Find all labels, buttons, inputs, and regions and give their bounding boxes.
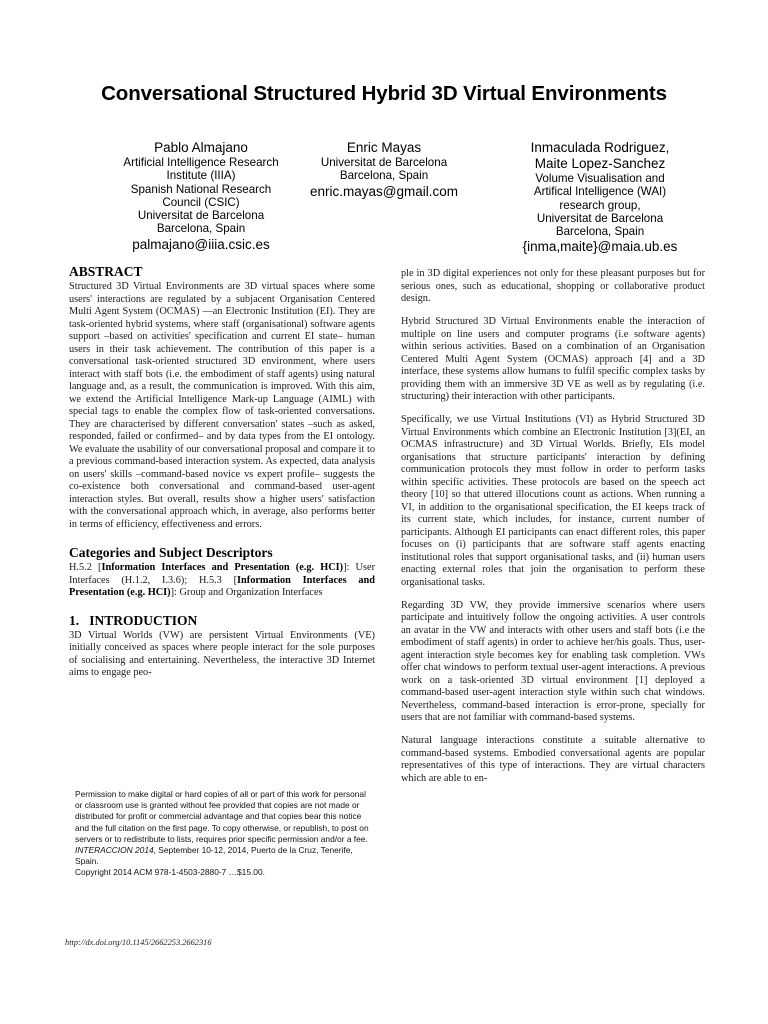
author-block-rodriguez-lopez — [470, 140, 730, 255]
author-name: Inmaculada Rodriguez, — [530, 140, 670, 155]
author-block-almajano — [88, 140, 314, 253]
author-affiliation-line: Barcelona, Spain — [555, 225, 645, 239]
conference-details: September 10-12, 2014, Puerto de la Cruz, Tenerife, Spain. — [75, 845, 353, 867]
author-affiliation-line: Barcelona, Spain — [156, 222, 246, 236]
body-paragraph: Natural language interactions constitute a suitable alternative to command-based systems. Embodied conversational agents are popular representatives of this type of interactions. They are virtual characters which are able to en- — [401, 735, 705, 784]
body-paragraph: Hybrid Structured 3D Virtual Environments enable the interaction of multiple on line users and computer programs (i.e software agents) within serious activities. Based on a combination of an Organisation Centered Multi Agent System (OCMAS) approach [4] and a 3D interface, these systems allow humans to fulfil specific complex tasks by providing them with an immersive 3D VE as well as by regulating (i.e. structuring) their interaction with other participants. — [401, 316, 705, 402]
author-affiliation-line: Volume Visualisation and — [535, 172, 665, 185]
author-affiliation-line: Institute (IIIA) — [166, 169, 236, 183]
introduction-text: 3D Virtual Worlds (VW) are persistent Virtual Environments (VE) initially conceived as spaces where people interact for the sole purposes of socialising and entertaining. Nevertheless, the interactive 3D Internet aims to engage peo- — [69, 629, 375, 678]
author-affiliation-line: Artifical Intelligence (WAI) — [533, 185, 667, 199]
author-email: enric.mayas@gmail.com — [310, 183, 458, 199]
author-affiliation-line: Spanish National Research — [130, 182, 272, 196]
author-name: Pablo Almajano — [154, 140, 248, 155]
category-bold-text: Information Interfaces and Presentation (e.g. HCI) — [69, 574, 375, 598]
author-affiliation-line: Universitat de Barcelona — [320, 156, 448, 169]
abstract-text: Structured 3D Virtual Environments are 3D virtual spaces where some users' interactions are regulated by a subjacent Organisation Centered Multi Agent System (OCMAS) —an Electronic Institution (EI). They are task-oriented hybrid systems, where staff (organisational) software agents support –based on activities' specification and current EI state– human users in their task achievement. The contribution of this paper is a conversational task-oriented structured 3D environment, where users interact with staff bots (i.e. the embodiment of staff agents) using natural language and, as a result, the communication is improved. With this aim, we extend the Artificial Intelligence Mark-up Language (AIML) with special tags to enable the complex flow of task-oriented conversations. They are characterised by different conversation' states –such as asked, responded, failed or confirmed– and by data types from the EI ontology. We evaluate the usability of our conversational proposal and compare it to a previous command-based interaction system. As expected, data analysis on users' skills –command-based novice vs expert profile– suggests the co-existence both conversational and command-based user-agent interaction styles. But overall, results show a higher users' satisfaction with the conversational approach which, in average, also performs better in terms of efficiency, effectiveness and errors. — [69, 281, 375, 530]
category-text: H.5.2 [ — [69, 562, 102, 573]
author-affiliation-line: Barcelona, Spain — [339, 169, 429, 183]
doi-link[interactable]: http://dx.doi.org/10.1145/2662253.2662316 — [65, 938, 212, 947]
permission-text: Permission to make digital or hard copies of all or part of this work for personal or classroom use is granted without fee provided that copies are not made or distributed for profit or commercial advantage and that copies bear this notice and the full citation on the first page. To copy otherwise, or republish, to post on servers or to redistribute to lists, requires prior specific permission and/or a fee. — [75, 789, 369, 844]
author-email: {inma,maite}@maia.ub.es — [522, 239, 678, 255]
left-column — [69, 264, 375, 690]
author-affiliation-line: Council (CSIC) — [162, 195, 240, 209]
author-affiliation-line: Universitat de Barcelona — [536, 211, 664, 225]
categories-heading: Categories and Subject Descriptors — [69, 545, 273, 560]
body-paragraph: Specifically, we use Virtual Institutions (VI) as Hybrid Structured 3D Virtual Environments which combine an Electronic Institution [3](EI, an OCMAS infrastructure) and 3D Virtual Worlds. Briefly, EIs model organisations that structure participants' interaction by defining communication protocols they must follow in order to perform tasks within specific activities. These protocols are based on the speech act theory [10] so that uttered illocutions count as actions. When running a VI, in addition to the organisational specification, the EI keeps track of its current state, which includes, for instance, current number of participants. Although EI participants can enact different roles, this paper focuses on (i) participants that are software staff agents enacting institutional roles that support organisational tasks, and (ii) human users enacting external roles that join the organisation to perform these organisational tasks. — [401, 414, 705, 588]
author-affiliation-line: research group, — [559, 198, 641, 212]
category-text: ]: Group and Organization Interfaces — [170, 587, 323, 598]
category-bold-text: Information Interfaces and Presentation (e.g. HCI) — [101, 562, 344, 573]
author-block-mayas — [282, 140, 486, 200]
categories-text — [69, 562, 375, 600]
body-paragraph: ple in 3D digital experiences not only for these pleasant purposes but for serious ones, such as educational, shopping or collaborative product design. — [401, 268, 705, 304]
author-name: Enric Mayas — [346, 140, 422, 155]
author-affiliation-line: Artificial Intelligence Research — [123, 156, 279, 169]
introduction-heading: 1. INTRODUCTION — [69, 612, 198, 628]
conference-name: INTERACCION 2014, — [75, 845, 156, 856]
category-text: ]: User Interfaces (H.1.2, I.3.6); H.5.3 [ — [69, 562, 375, 586]
author-email: palmajano@iiia.csic.es — [132, 236, 270, 252]
author-affiliation-line: Universitat de Barcelona — [137, 209, 265, 223]
permission-notice — [75, 789, 375, 879]
author-name: Maite Lopez-Sanchez — [534, 156, 666, 171]
right-column — [401, 268, 705, 796]
abstract-heading: ABSTRACT — [69, 264, 143, 279]
copyright-line: Copyright 2014 ACM 978-1-4503-2880-7 …$15.00. — [75, 867, 265, 878]
conference-info — [75, 845, 375, 867]
paper-title: Conversational Structured Hybrid 3D Virtual Environments — [101, 82, 667, 105]
body-paragraph: Regarding 3D VW, they provide immersive scenarios where users participate and intuitively follow the ongoing activities. A user controls an avatar in the VW and interacts with other users and staff bots (i.e the embodiment of staff agents) in order to achieve her/his goals. Thus, user-agent interaction style becomes key for enabling task completion. VWs offer chat windows to perform textual user-agent interactions. A previous work on a task-oriented 3D virtual environment [1] deployed a command-based user-agent interaction style within such chat windows. Nevertheless, command-based interaction is error-prone, specially for users that are not familiar with command-based systems. — [401, 599, 705, 723]
